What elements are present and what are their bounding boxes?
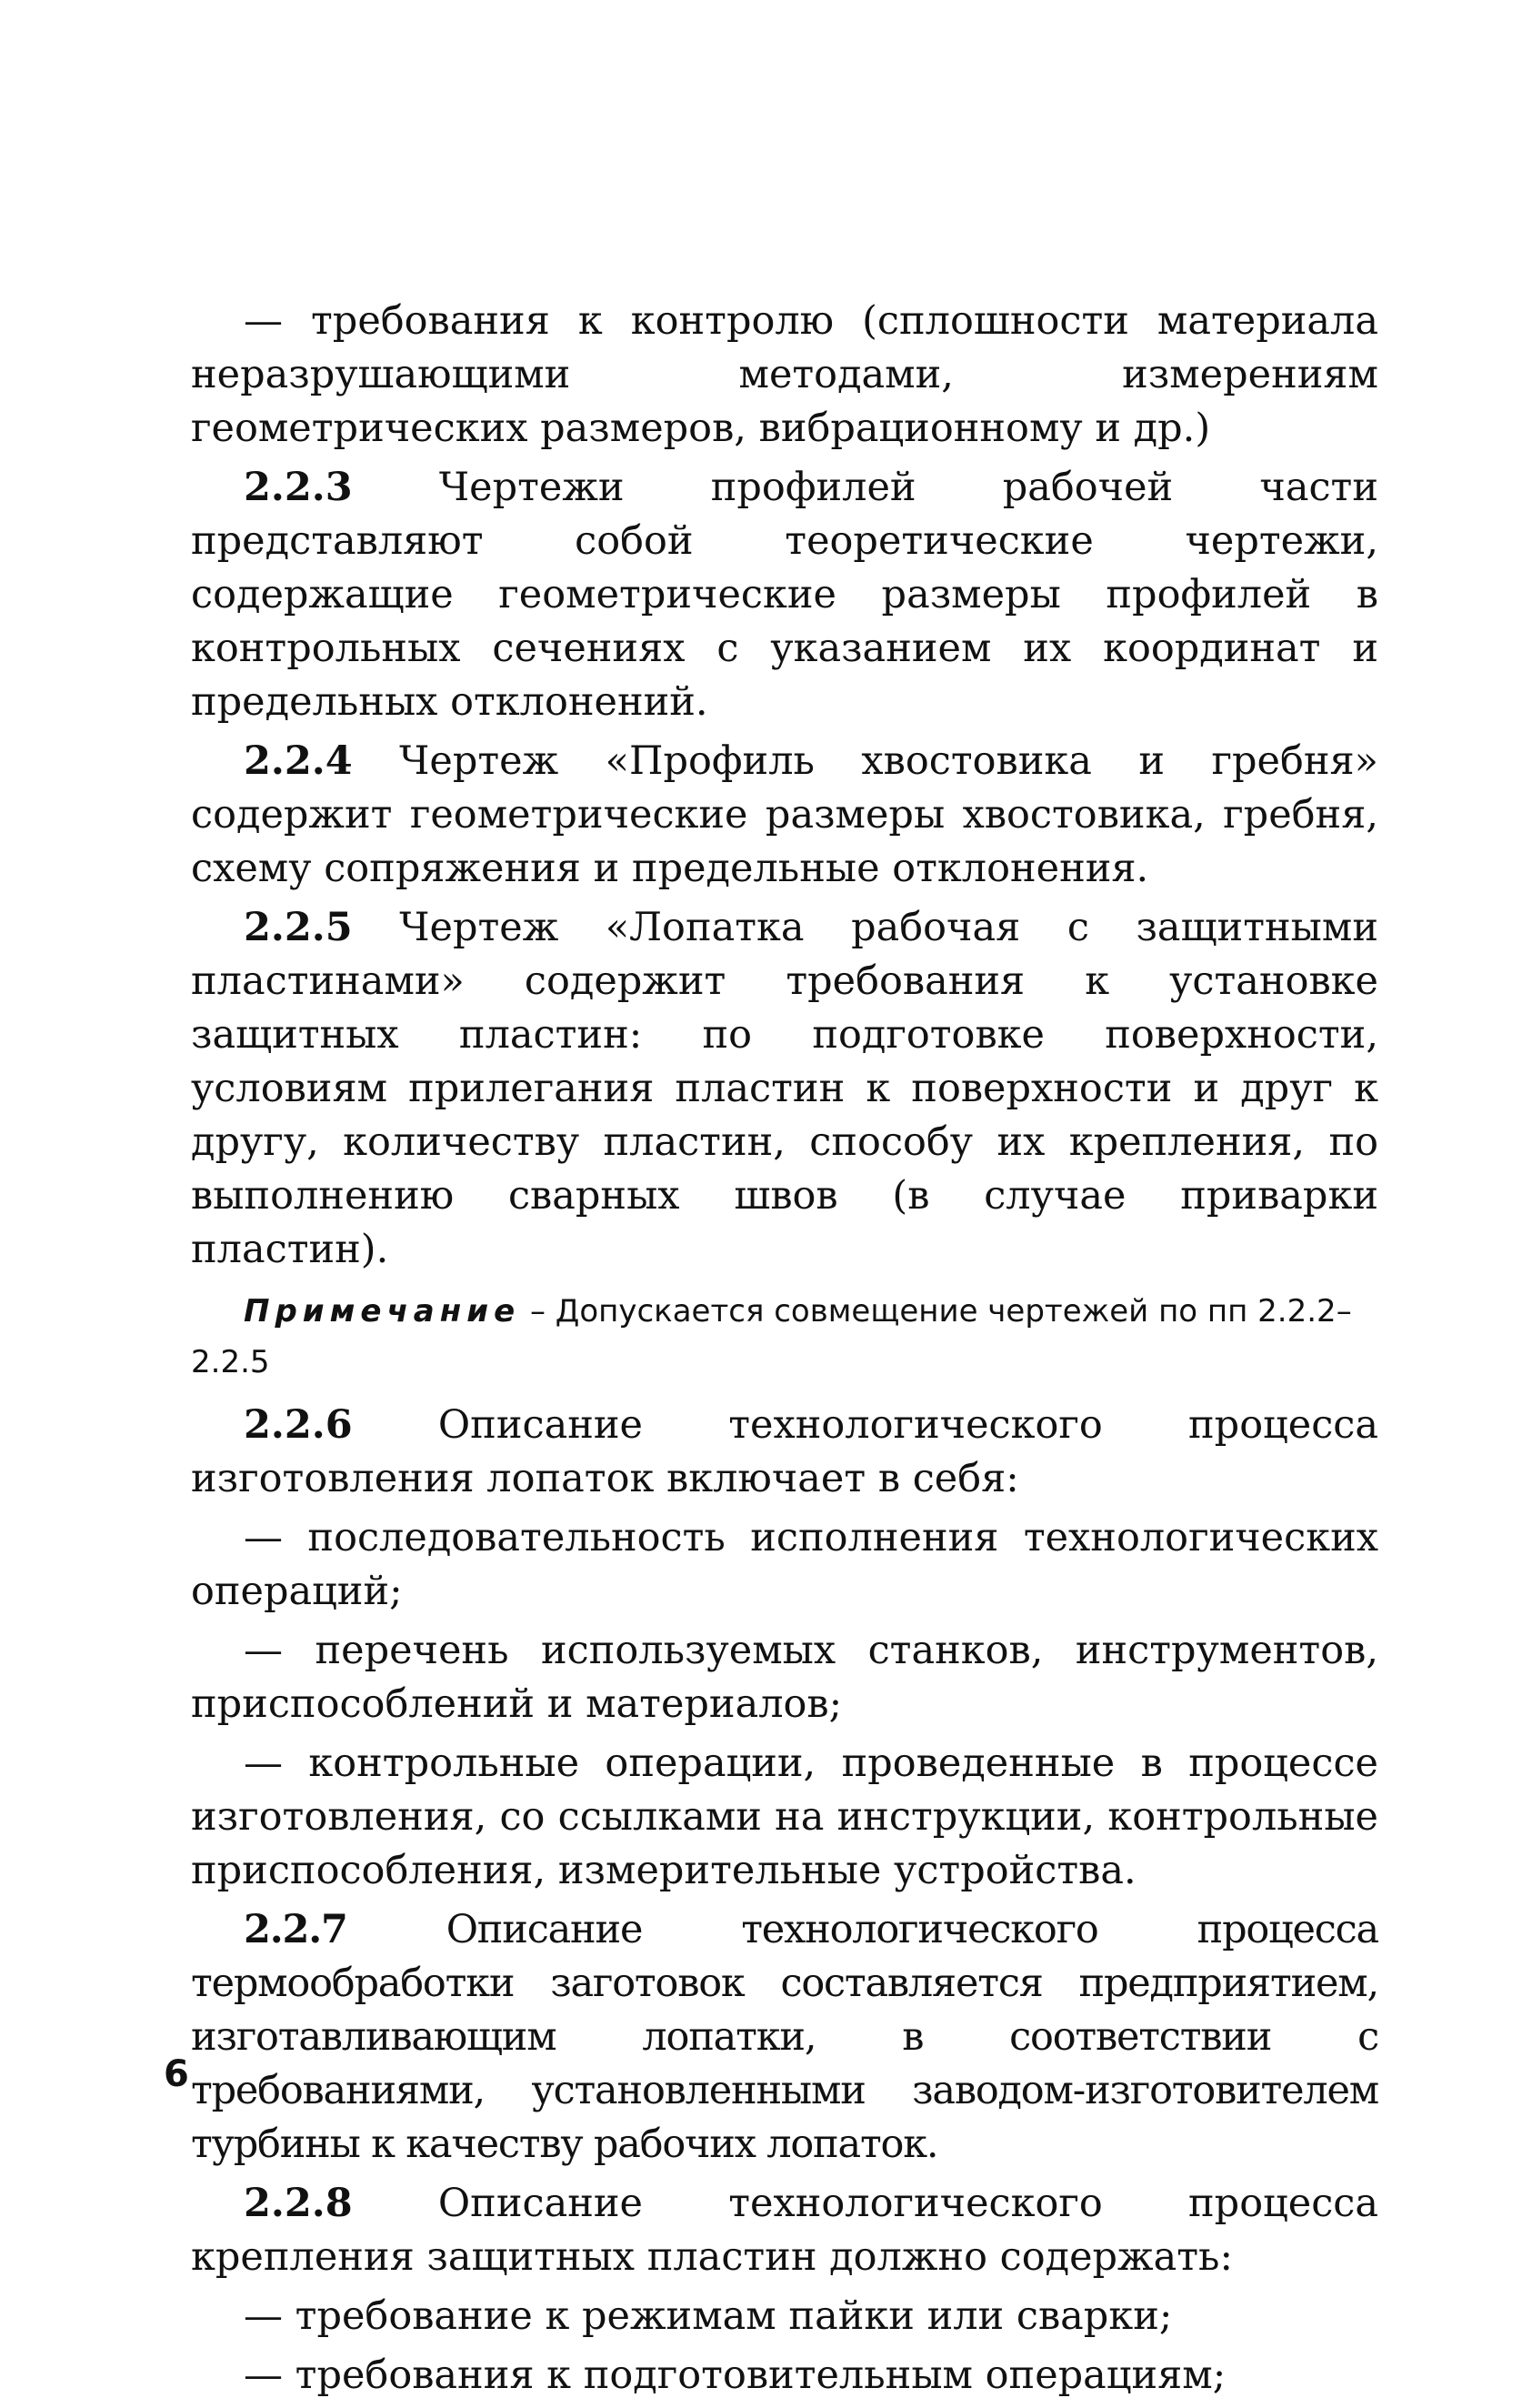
list-item-text: — последовательность исполнения технологических операций; — [191, 1515, 1378, 1614]
paragraph-text: Чертеж «Лопатка рабочая с защитными пластинами» содержит требования к установке защитных пластин: по подготовке поверхности, условиям прилегания пластин к поверхности и друг к другу, количеству пластин, способу их крепления, по выполнению сварных швов (в случае приварки пластин). — [191, 905, 1378, 1272]
paragraph-control-requirements — [191, 295, 1378, 456]
paragraph-text: Чертежи профилей рабочей части представляют собой теоретические чертежи, содержащие геометрические размеры профилей в контрольных сечениях с указанием их координат и предельных отклонений. — [191, 465, 1378, 725]
clause-number: 2.2.3 — [244, 465, 353, 510]
list-item-text: — требования к подготовительным операциям; — [244, 2353, 1227, 2398]
page-number: 6 — [164, 2053, 189, 2095]
list-item-operations-sequence — [191, 1511, 1378, 1619]
list-item-text: — контрольные операции, проведенные в процессе изготовления, со ссылками на инструкции, контрольные приспособления, измерительные устройства. — [191, 1741, 1378, 1893]
document-body — [191, 295, 1378, 2408]
paragraph-2-2-3 — [191, 461, 1378, 729]
list-item-preparatory-operations — [191, 2349, 1378, 2403]
paragraph-2-2-7 — [191, 1903, 1378, 2172]
paragraph-text: Чертеж «Профиль хвостовика и гребня» содержит геометрические размеры хвостовика, гребня, схему сопряжения и предельные отклонения. — [191, 738, 1378, 891]
paragraph-text: — требования к контролю (сплошности материала неразрушающими методами, измерениям геометрических размеров, вибрационному и др.) — [191, 298, 1378, 451]
note-label: Примечание — [244, 1293, 521, 1329]
clause-number: 2.2.5 — [244, 905, 353, 950]
paragraph-2-2-6 — [191, 1399, 1378, 1506]
clause-number: 2.2.8 — [244, 2181, 353, 2226]
list-item-text: — требование к режимам пайки или сварки; — [244, 2293, 1173, 2339]
clause-number: 2.2.4 — [244, 738, 353, 784]
paragraph-2-2-4 — [191, 735, 1378, 896]
paragraph-2-2-5 — [191, 901, 1378, 1277]
list-item-control-operations — [191, 1737, 1378, 1898]
list-item-text: — перечень используемых станков, инструментов, приспособлений и материалов; — [191, 1628, 1378, 1727]
paragraph-text: Описание технологического процесса изготовления лопаток включает в себя: — [191, 1402, 1378, 1501]
note-text: – Допускается совмещение чертежей по пп 2.2.2–2.2.5 — [191, 1293, 1352, 1380]
clause-number: 2.2.7 — [244, 1907, 347, 1952]
list-item-soldering-modes — [191, 2290, 1378, 2343]
paragraph-text: Описание технологического процесса термообработки заготовок составляется предприятием, изготавливающим лопатки, в соответствии с требованиями, установленными заводом-изготовителем турбины к качеству рабочих лопаток. — [191, 1907, 1378, 2167]
paragraph-text: Описание технологического процесса крепления защитных пластин должно содержать: — [191, 2181, 1378, 2280]
note — [191, 1286, 1378, 1388]
list-item-equipment — [191, 1624, 1378, 1731]
paragraph-2-2-8 — [191, 2177, 1378, 2284]
clause-number: 2.2.6 — [244, 1402, 353, 1448]
